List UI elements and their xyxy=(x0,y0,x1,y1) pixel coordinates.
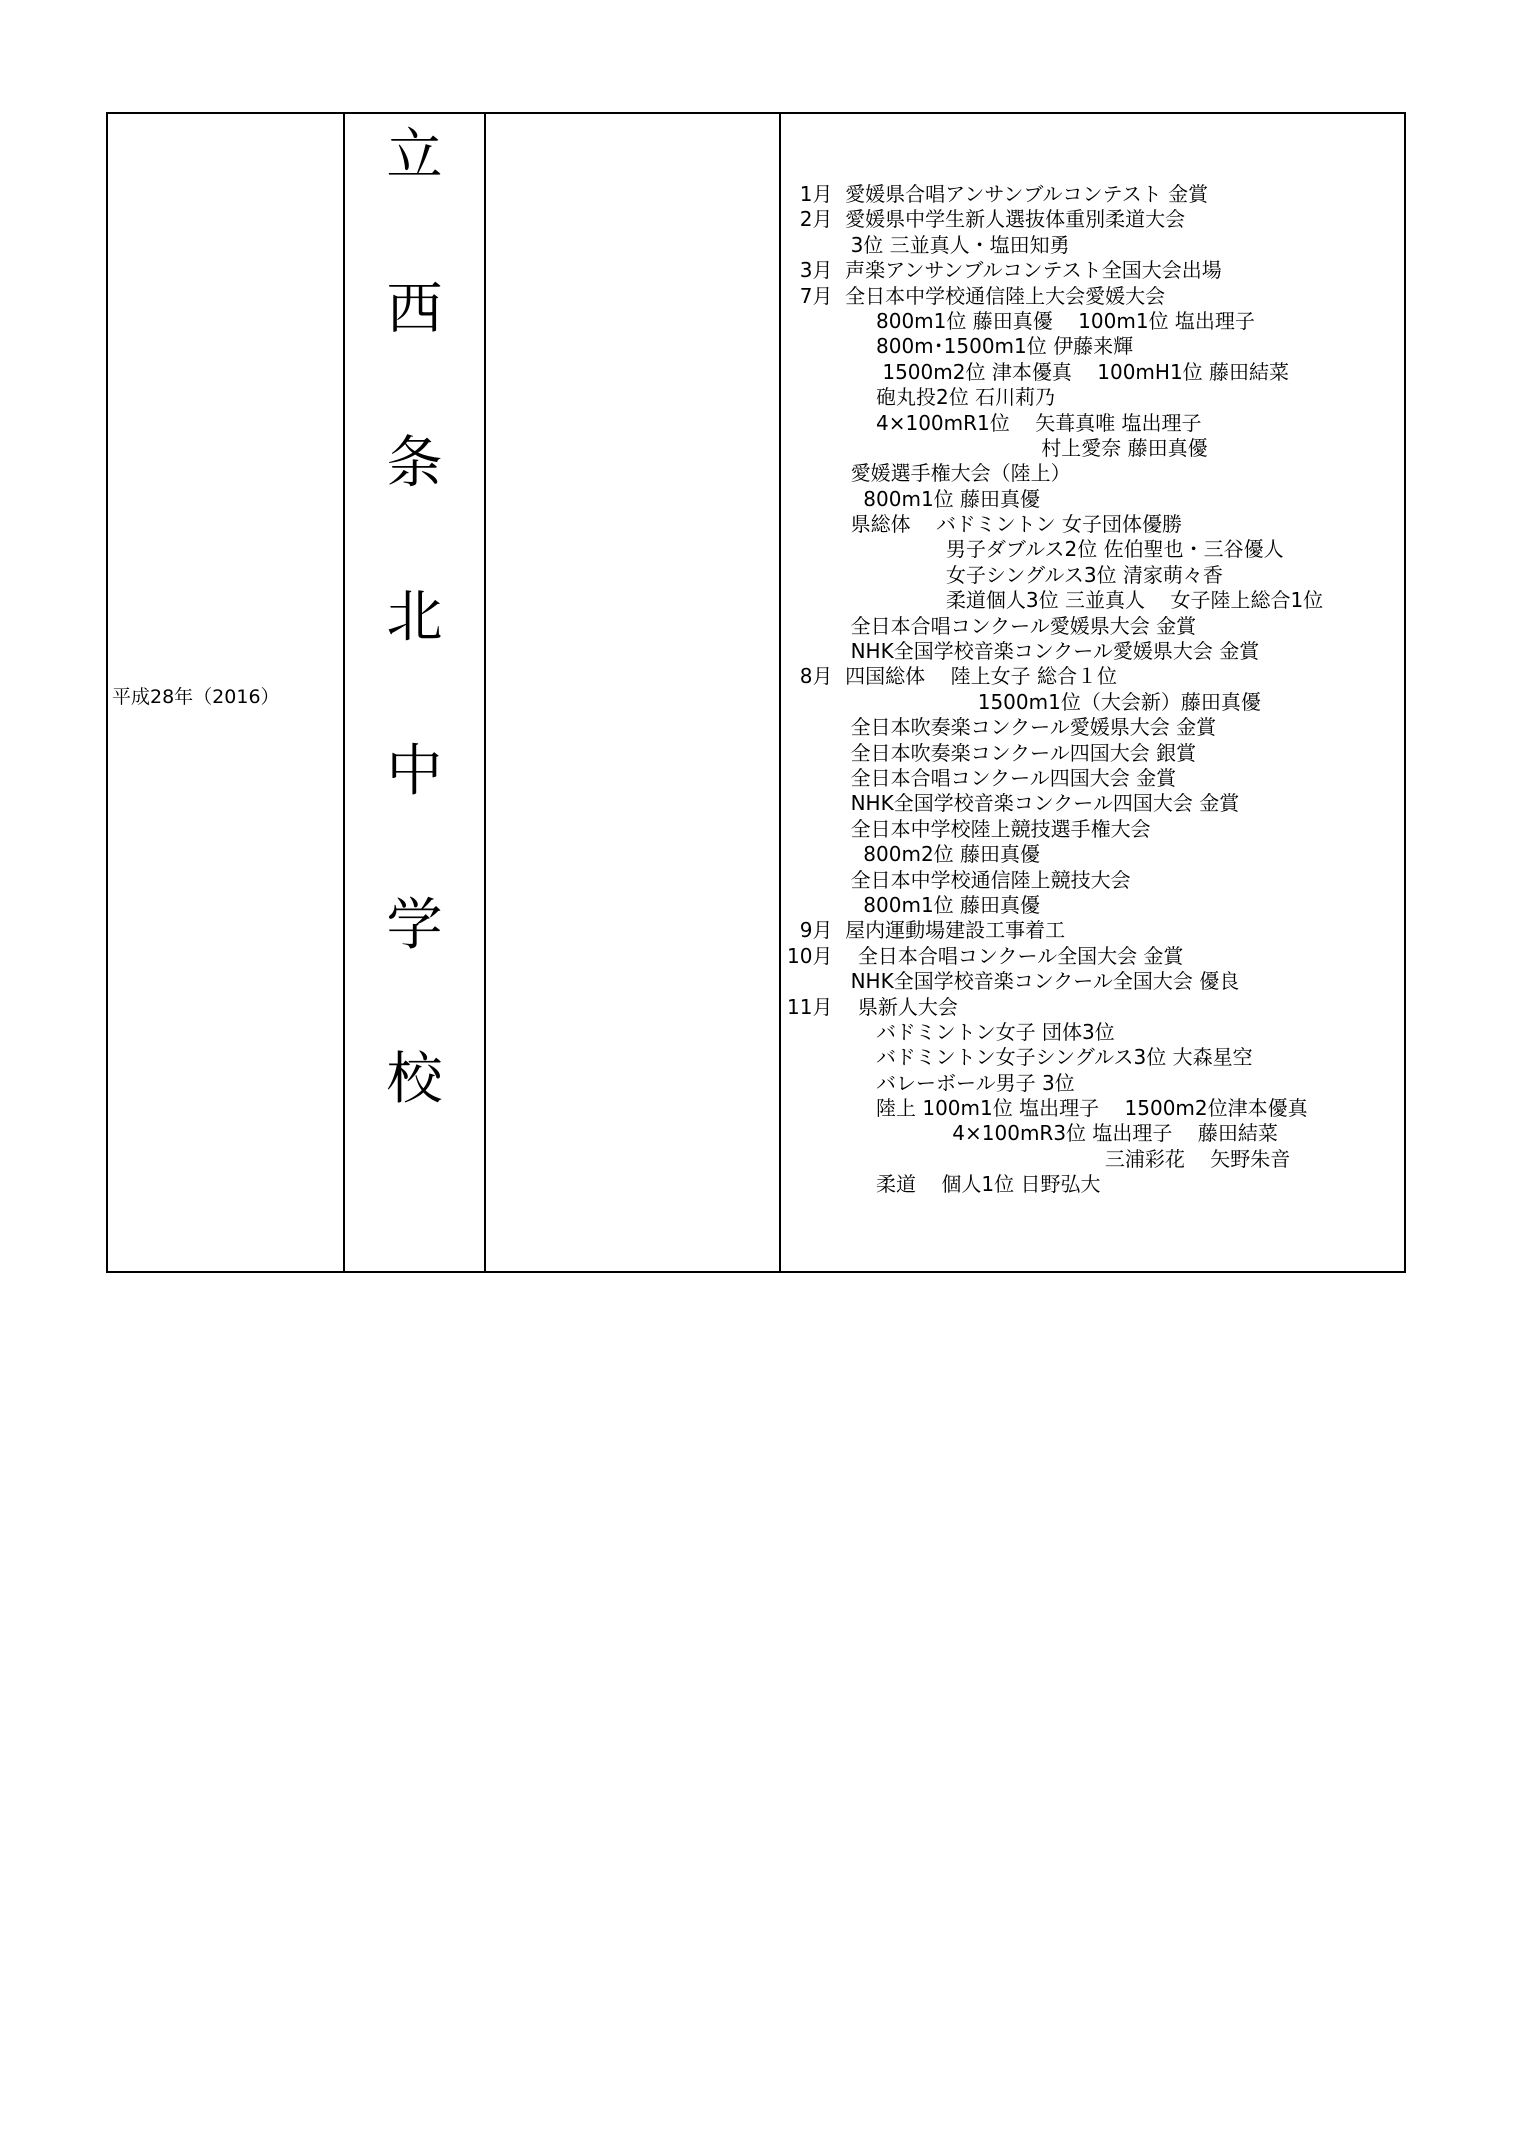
event-line: 村上愛奈 藤田真優 xyxy=(787,435,1208,460)
event-line: 砲丸投2位 石川莉乃 xyxy=(787,385,1056,410)
school-name-char: 中 xyxy=(386,739,443,804)
event-line: 3月 声楽アンサンブルコンテスト全国大会出場 xyxy=(787,258,1222,283)
event-line: 女子シングルス3位 清家萌々香 xyxy=(787,562,1223,587)
event-line: 7月 全日本中学校通信陸上大会愛媛大会 xyxy=(787,283,1166,308)
event-line: 男子ダブルス2位 佐伯聖也・三谷優人 xyxy=(787,537,1284,562)
event-line: NHK全国学校音楽コンクール四国大会 金賞 xyxy=(787,791,1240,816)
event-line: 800m･1500m1位 伊藤来輝 xyxy=(787,334,1134,359)
event-line: 3位 三並真人・塩田知勇 xyxy=(787,232,1070,257)
event-line: 4×100mR3位 塩出理子 藤田結菜 xyxy=(787,1121,1278,1146)
event-line: 1月 愛媛県合唱アンサンブルコンテスト 金賞 xyxy=(787,182,1209,206)
school-name-char: 西 xyxy=(386,277,443,342)
event-line: 全日本合唱コンクール愛媛県大会 金賞 xyxy=(787,613,1197,638)
event-line: 800m1位 藤田真優 100m1位 塩出理子 xyxy=(787,308,1255,333)
school-history-table xyxy=(106,112,1406,1273)
school-name-char: 立 xyxy=(386,123,443,188)
event-line: 愛媛選手権大会（陸上） xyxy=(787,461,1071,486)
event-line: 全日本合唱コンクール四国大会 金賞 xyxy=(787,765,1177,790)
event-line: NHK全国学校音楽コンクール全国大会 優良 xyxy=(787,969,1240,994)
year-cell xyxy=(108,114,345,1271)
event-line: 800m1位 藤田真優 xyxy=(787,892,1041,917)
school-name-char: 学 xyxy=(386,893,443,958)
event-line: バドミントン女子 団体3位 xyxy=(787,1019,1115,1044)
event-line: 柔道個人3位 三並真人 女子陸上総合1位 xyxy=(787,588,1324,613)
event-line: バレーボール男子 3位 xyxy=(787,1070,1075,1095)
event-line: 1500m1位（大会新）藤田真優 xyxy=(787,689,1261,714)
event-line: NHK全国学校音楽コンクール愛媛県大会 金賞 xyxy=(787,639,1260,664)
event-line: 全日本中学校陸上競技選手権大会 xyxy=(787,816,1151,841)
school-name-cell xyxy=(345,114,486,1271)
event-line: 全日本吹奏楽コンクール四国大会 銀賞 xyxy=(787,740,1197,765)
empty-cell xyxy=(486,114,781,1271)
events-list xyxy=(787,182,1400,1198)
events-cell xyxy=(781,114,1404,1271)
event-line: 柔道 個人1位 日野弘大 xyxy=(787,1172,1101,1197)
event-line: 800m1位 藤田真優 xyxy=(787,486,1041,511)
year-label: 平成28年（2016） xyxy=(112,686,280,708)
school-name-char: 条 xyxy=(386,431,443,496)
event-line: 全日本中学校通信陸上競技大会 xyxy=(787,867,1131,892)
event-line: バドミントン女子シングルス3位 大森星空 xyxy=(787,1045,1253,1070)
event-line: 800m2位 藤田真優 xyxy=(787,842,1041,867)
event-line: 10月 全日本合唱コンクール全国大会 金賞 xyxy=(787,943,1184,968)
event-line: 8月 四国総体 陸上女子 総合１位 xyxy=(787,664,1117,689)
school-name-char: 校 xyxy=(386,1047,443,1112)
event-line: 陸上 100m1位 塩出理子 1500m2位津本優真 xyxy=(787,1096,1308,1121)
event-line: 県総体 バドミントン 女子団体優勝 xyxy=(787,512,1182,537)
event-line: 1500m2位 津本優真 100mH1位 藤田結菜 xyxy=(787,359,1290,384)
event-line: 9月 屋内運動場建設工事着工 xyxy=(787,918,1066,943)
event-line: 4×100mR1位 矢葺真唯 塩出理子 xyxy=(787,410,1202,435)
school-name-char: 北 xyxy=(386,585,443,650)
event-line: 三浦彩花 矢野朱音 xyxy=(787,1146,1291,1171)
event-line: 2月 愛媛県中学生新人選抜体重別柔道大会 xyxy=(787,207,1186,232)
event-line: 全日本吹奏楽コンクール愛媛県大会 金賞 xyxy=(787,715,1217,740)
event-line: 11月 県新人大会 xyxy=(787,994,958,1019)
